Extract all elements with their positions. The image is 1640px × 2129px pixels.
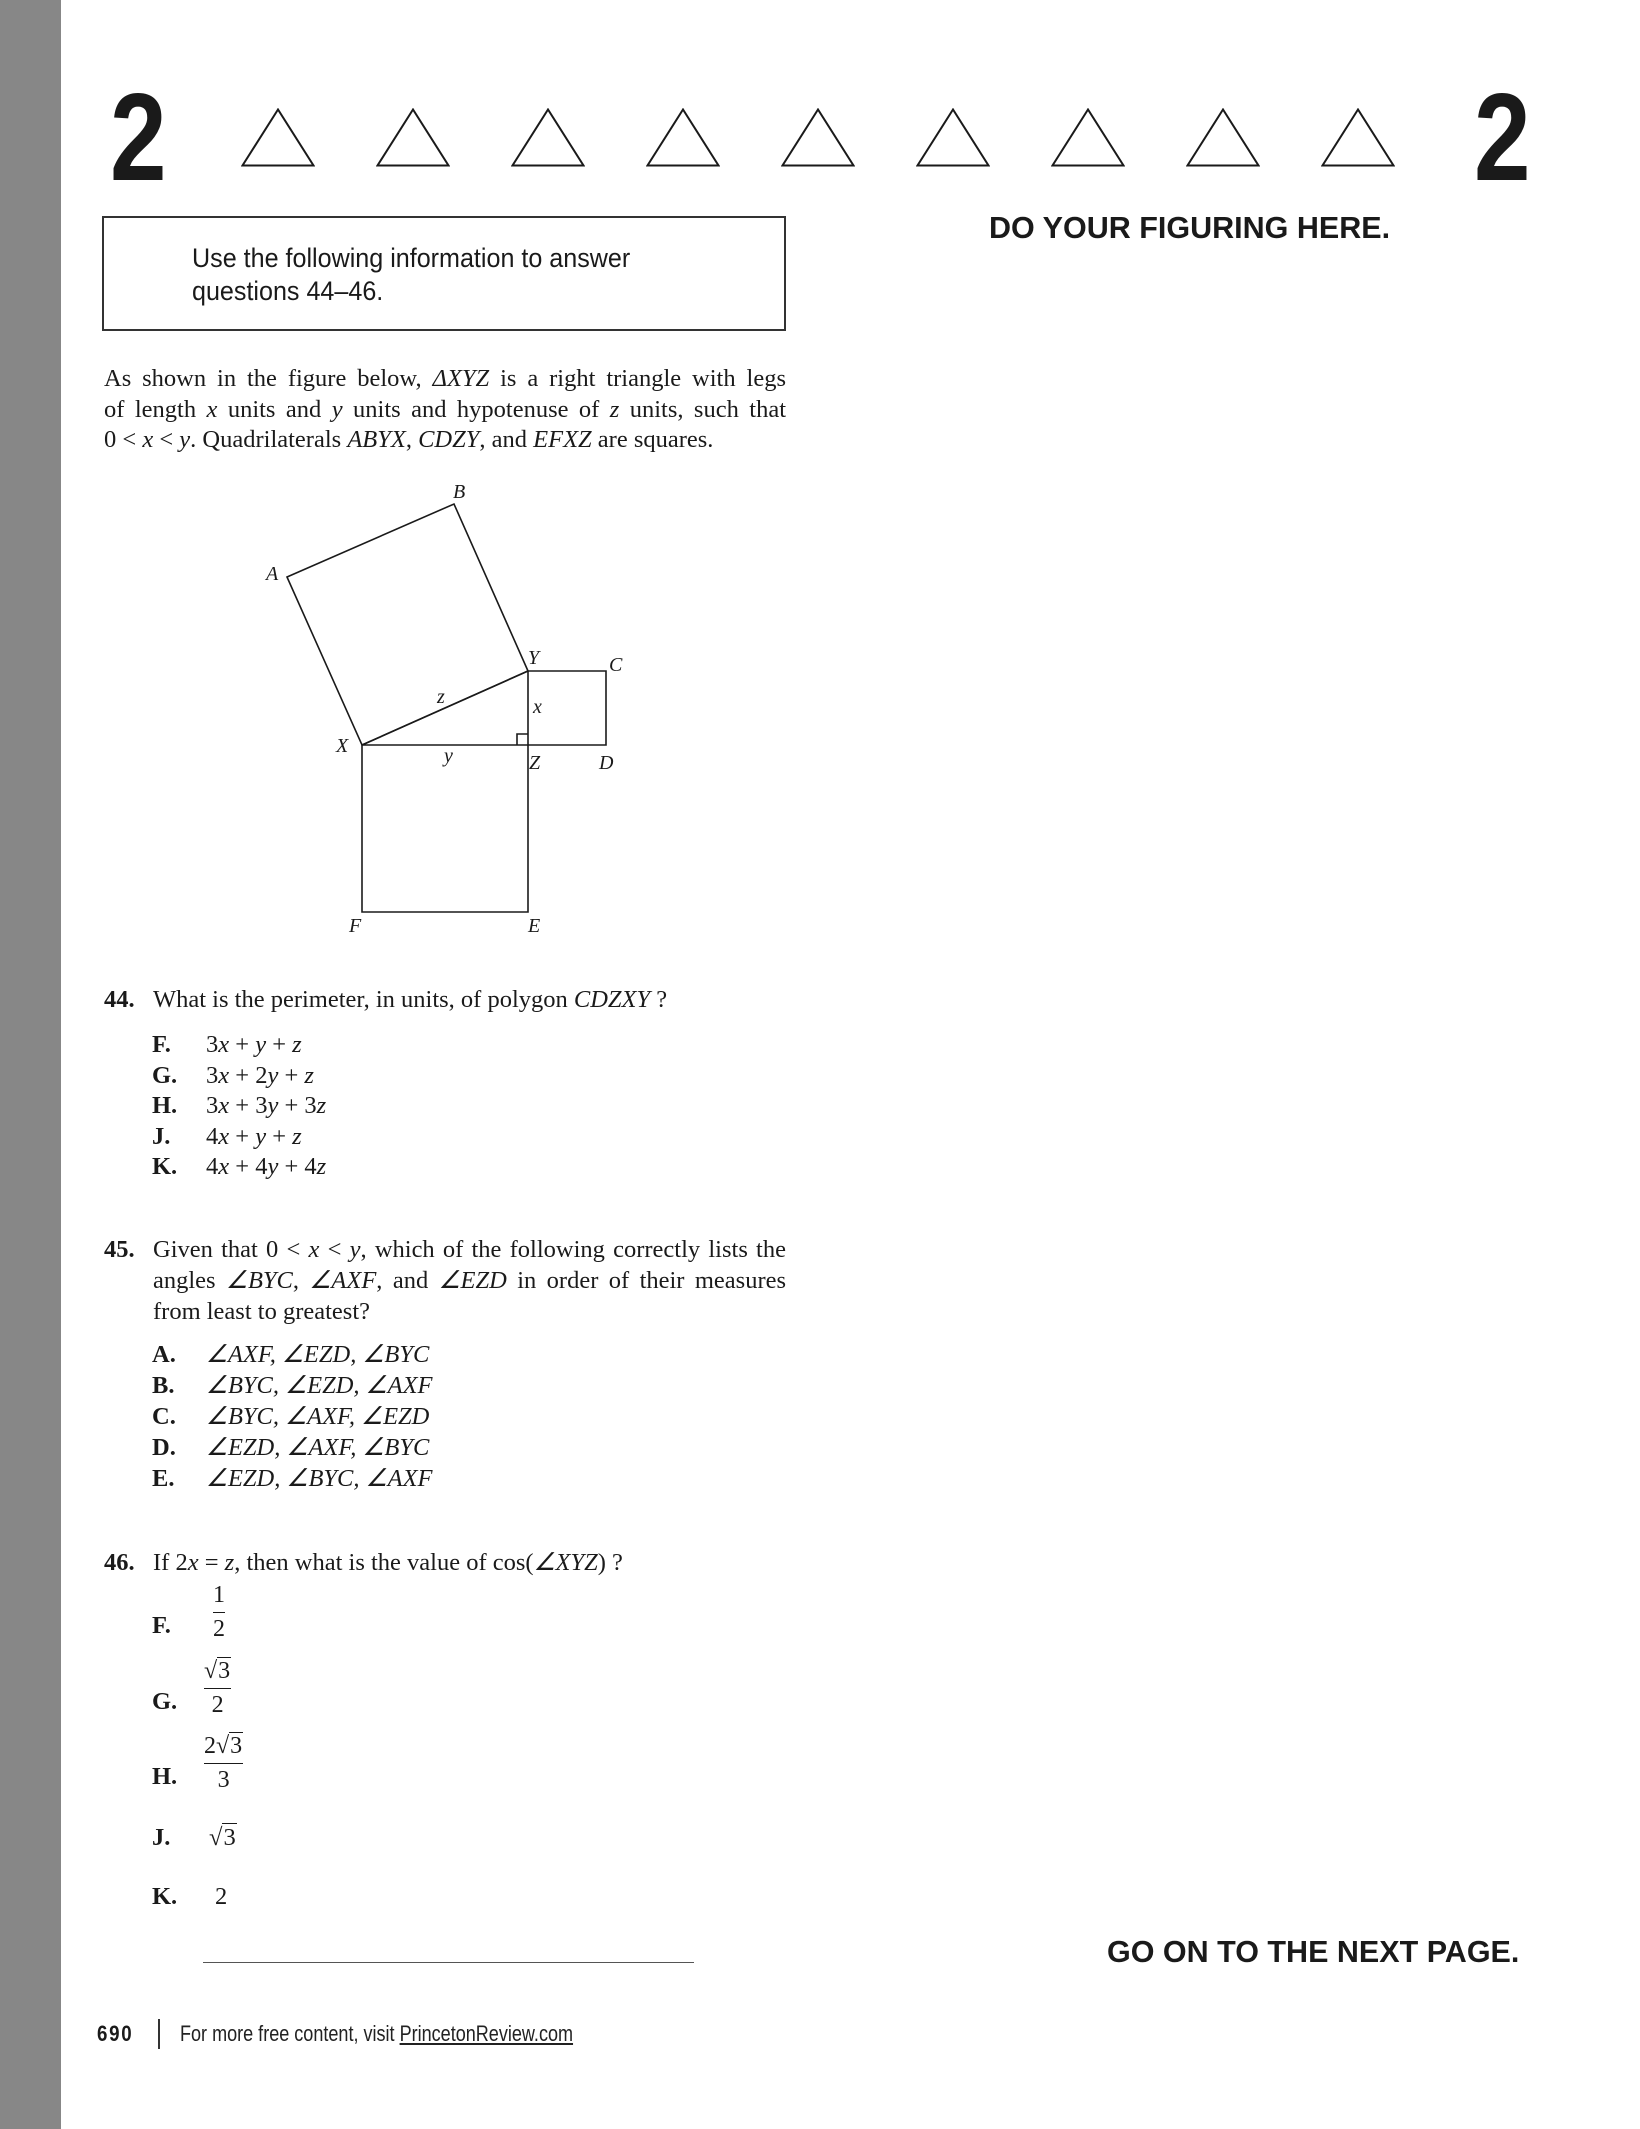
radicand: 3 (218, 1658, 231, 1684)
radical-icon: √ (209, 1824, 223, 1851)
option-value (206, 1432, 429, 1463)
option-value: 2 (215, 1883, 228, 1910)
vertex-label-A: A (266, 563, 279, 585)
fraction (213, 1582, 225, 1643)
math-var: ∠EZD, ∠BYC, ∠AXF (206, 1465, 433, 1492)
sqrt-expression (209, 1822, 237, 1853)
vertex-label-D: D (599, 752, 614, 774)
passage-line: 0 < x < y. Quadrilaterals ABYX, CDZY, and EFXZ are squares. (104, 426, 714, 453)
section-number-left: 2 (110, 69, 167, 207)
math-var: ∠BYC, ∠AXF, ∠EZD (206, 1403, 430, 1430)
question-text-line: from least to greatest? (153, 1298, 371, 1325)
option-label: F. (152, 1031, 171, 1058)
question-text-line: angles ∠BYC, ∠AXF, and ∠EZD in order of their measures (153, 1267, 787, 1294)
question-number: 44. (104, 986, 135, 1013)
math-var: x (218, 1061, 230, 1089)
scratch-area-label: DO YOUR FIGURING HERE. (989, 211, 1391, 245)
math-var: y (267, 1092, 279, 1119)
passage-line: As shown in the figure below, ΔXYZ is a right triangle with legs (104, 365, 786, 392)
option-label: J. (152, 1824, 171, 1851)
math-var: y (255, 1031, 267, 1058)
option-label: K. (152, 1153, 178, 1180)
end-rule (203, 1962, 694, 1963)
option-value (206, 1370, 433, 1401)
answer-option[interactable] (152, 1822, 452, 1882)
math-var: z (224, 1549, 235, 1576)
option-value: 3x + y + z (206, 1031, 302, 1058)
sqrt-expression (204, 1658, 231, 1685)
numerator: 1 (213, 1582, 225, 1608)
math-var: ΔXYZ (432, 365, 490, 392)
math-var: y (179, 426, 191, 453)
math-var: ∠BYC, ∠EZD, ∠AXF (206, 1372, 433, 1399)
math-var: x (308, 1236, 320, 1263)
answer-option[interactable] (152, 1090, 452, 1121)
question-text-line: Given that 0 < x < y, which of the following correctly lists the (153, 1236, 786, 1263)
option-label: K. (152, 1883, 178, 1910)
question-text-line: If 2x = z, then what is the value of cos(∠XYZ) ? (153, 1549, 623, 1576)
vertex-label-X: X (336, 735, 349, 757)
option-label: F. (152, 1612, 171, 1639)
vertex-label-E: E (528, 915, 541, 937)
math-var: CDZY (418, 426, 480, 453)
answer-option[interactable] (152, 1733, 452, 1807)
answer-option[interactable] (152, 1432, 452, 1463)
math-var: y (331, 395, 343, 423)
answer-option[interactable] (152, 1582, 452, 1656)
question-text-line: What is the perimeter, in units, of polygon CDZXY ? (153, 986, 668, 1013)
option-value: 4x + y + z (206, 1122, 302, 1150)
math-var: y (255, 1122, 267, 1150)
math-var: ∠EZD (438, 1267, 507, 1294)
footer-divider (158, 2019, 160, 2049)
denominator: 2 (211, 1692, 224, 1718)
answer-option[interactable] (152, 1060, 452, 1091)
option-label: C. (152, 1403, 176, 1430)
option-value (209, 1822, 237, 1853)
math-var: ∠AXF (309, 1267, 377, 1294)
answer-option[interactable] (152, 1881, 452, 1941)
fraction (204, 1733, 243, 1794)
answer-option[interactable] (152, 1401, 452, 1432)
option-label: J. (152, 1122, 171, 1150)
vertex-label-C: C (609, 654, 623, 676)
fraction-bar (204, 1688, 231, 1689)
denominator: 3 (217, 1767, 230, 1793)
math-var: ∠AXF, ∠EZD, ∠BYC (206, 1341, 430, 1368)
answer-option[interactable] (152, 1121, 452, 1152)
math-var: x (218, 1153, 230, 1180)
math-var: ∠XYZ (533, 1549, 598, 1576)
math-var: y (267, 1061, 279, 1089)
radicand: 3 (230, 1733, 243, 1759)
denominator: 2 (213, 1616, 225, 1642)
footer-prefix: For more free content, visit (180, 2021, 400, 2046)
math-var: x (218, 1122, 230, 1150)
info-box-line: Use the following information to answer (192, 243, 631, 273)
vertex-label-Y: Y (528, 647, 540, 669)
option-label: A. (152, 1341, 176, 1368)
radical-icon: √ (216, 1733, 230, 1759)
option-value: 3x + 2y + z (206, 1061, 314, 1089)
side-label-x: x (533, 696, 542, 718)
math-var: x (206, 395, 218, 423)
math-var: ∠BYC (225, 1267, 293, 1294)
math-var: z (292, 1122, 302, 1150)
math-var: CDZXY (573, 986, 651, 1013)
math-var: y (267, 1153, 279, 1180)
radicand: 3 (223, 1824, 236, 1851)
info-box-line: questions 44–46. (192, 276, 384, 306)
vertex-label-B: B (453, 481, 466, 503)
math-var: y (349, 1236, 361, 1263)
option-value: 4x + 4y + 4z (206, 1153, 327, 1180)
answer-option[interactable] (152, 1370, 452, 1401)
math-var: z (609, 395, 620, 423)
option-label: H. (152, 1763, 178, 1790)
passage-line: of length x units and y units and hypotenuse of z units, such that (104, 395, 787, 423)
answer-option[interactable] (152, 1339, 452, 1370)
option-value (206, 1463, 433, 1494)
square-ABYX (287, 504, 528, 745)
fraction-bar (204, 1763, 243, 1764)
answer-option[interactable] (152, 1151, 452, 1182)
radical-icon: √ (204, 1658, 218, 1684)
question-number: 46. (104, 1549, 135, 1576)
math-var: ∠EZD, ∠AXF, ∠BYC (206, 1434, 430, 1461)
footer-link[interactable]: PrincetonReview.com (399, 2021, 574, 2046)
fraction-bar (213, 1612, 225, 1613)
option-label: B. (152, 1372, 175, 1399)
sqrt-expression (216, 1733, 243, 1760)
math-var: x (187, 1549, 199, 1576)
side-label-z: z (437, 686, 445, 708)
answer-option[interactable] (152, 1658, 452, 1732)
math-var: z (304, 1061, 314, 1089)
option-label: G. (152, 1688, 178, 1715)
answer-option[interactable] (152, 1463, 452, 1494)
fraction (204, 1658, 231, 1719)
right-angle-marker (517, 734, 528, 745)
page-number: 690 (97, 2021, 134, 2046)
math-var: z (292, 1031, 302, 1058)
square-EFXZ (362, 745, 528, 912)
go-on-label: GO ON TO THE NEXT PAGE. (1107, 1935, 1520, 1969)
section-number-right: 2 (1474, 69, 1531, 207)
math-var: z (316, 1092, 327, 1119)
hypotenuse-XY (362, 671, 528, 745)
option-label: E. (152, 1465, 175, 1492)
option-label: D. (152, 1434, 176, 1461)
math-var: z (316, 1153, 327, 1180)
math-var: x (218, 1031, 230, 1058)
vertex-label-Z: Z (529, 752, 541, 774)
option-value (206, 1339, 429, 1370)
side-label-y: y (444, 745, 453, 767)
answer-option[interactable] (152, 1029, 452, 1060)
math-var: x (142, 426, 154, 453)
footer-text (180, 2021, 573, 2047)
math-var: EFXZ (533, 426, 592, 453)
option-label: G. (152, 1061, 178, 1089)
option-value (206, 1401, 429, 1432)
math-var: x (218, 1092, 230, 1119)
numerator (204, 1658, 231, 1685)
numerator: 2√3 (204, 1733, 243, 1759)
math-var: ABYX (347, 426, 406, 453)
vertex-label-F: F (349, 915, 362, 937)
question-number: 45. (104, 1236, 135, 1263)
option-value: 3x + 3y + 3z (206, 1092, 327, 1119)
option-label: H. (152, 1092, 178, 1119)
